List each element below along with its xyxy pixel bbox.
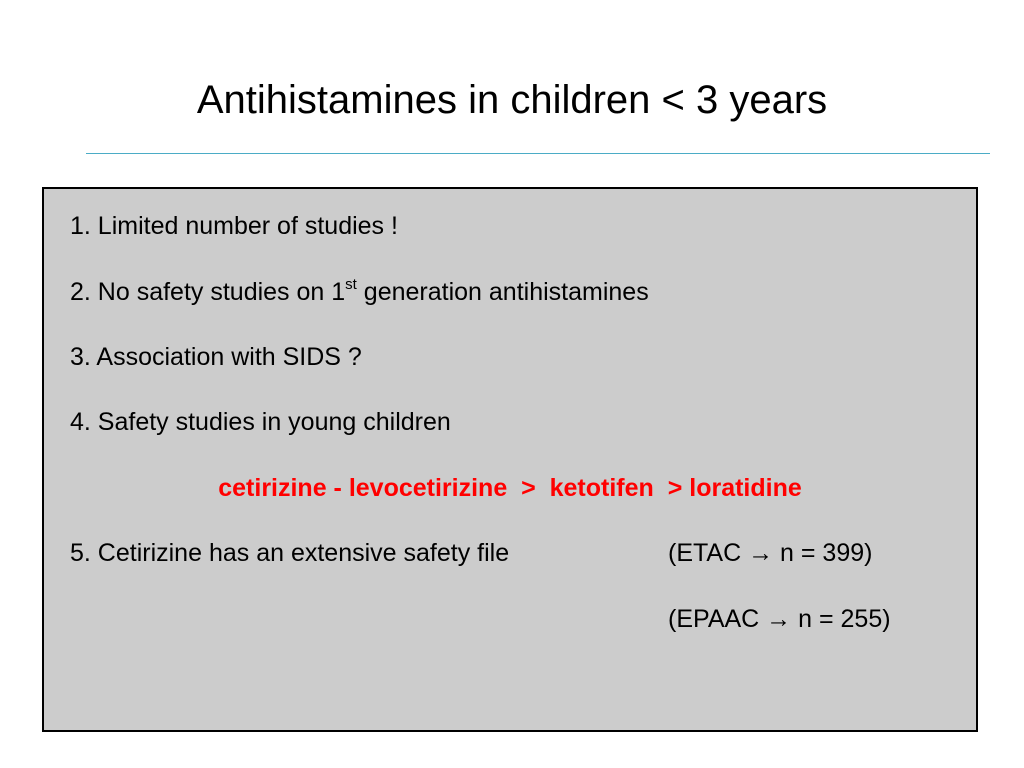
content-box — [42, 187, 978, 732]
right-arrow-icon: → — [766, 605, 792, 633]
list-item-3: 3. Association with SIDS ? — [70, 343, 362, 371]
drug-ranking-first: cetirizine - levocetirizine — [218, 474, 508, 502]
ranking-separator: > — [653, 474, 690, 502]
reference-etac — [668, 536, 872, 570]
reference-label: (ETAC — [668, 539, 749, 567]
list-item-2-text-end: generation antihistamines — [356, 278, 649, 306]
title-divider — [86, 153, 990, 154]
drug-ranking-second: ketotifen — [549, 474, 654, 502]
list-item-2 — [70, 275, 649, 309]
reference-label: (EPAAC — [668, 605, 767, 633]
reference-count: n = 255) — [791, 605, 891, 633]
drug-ranking — [44, 471, 976, 505]
drug-ranking-third: loratidine — [689, 474, 802, 502]
list-item-1: 1. Limited number of studies ! — [70, 212, 398, 240]
list-item-5: 5. Cetirizine has an extensive safety file — [70, 539, 510, 567]
ordinal-superscript: st — [345, 276, 357, 293]
reference-epaac — [668, 602, 891, 636]
ranking-separator: > — [507, 474, 550, 502]
slide-title: Antihistamines in children < 3 years — [196, 78, 828, 122]
reference-count: n = 399) — [773, 539, 873, 567]
list-item-4: 4. Safety studies in young children — [70, 408, 451, 436]
right-arrow-icon: → — [748, 539, 774, 567]
list-item-2-text-start: 2. No safety studies on 1 — [70, 278, 346, 306]
